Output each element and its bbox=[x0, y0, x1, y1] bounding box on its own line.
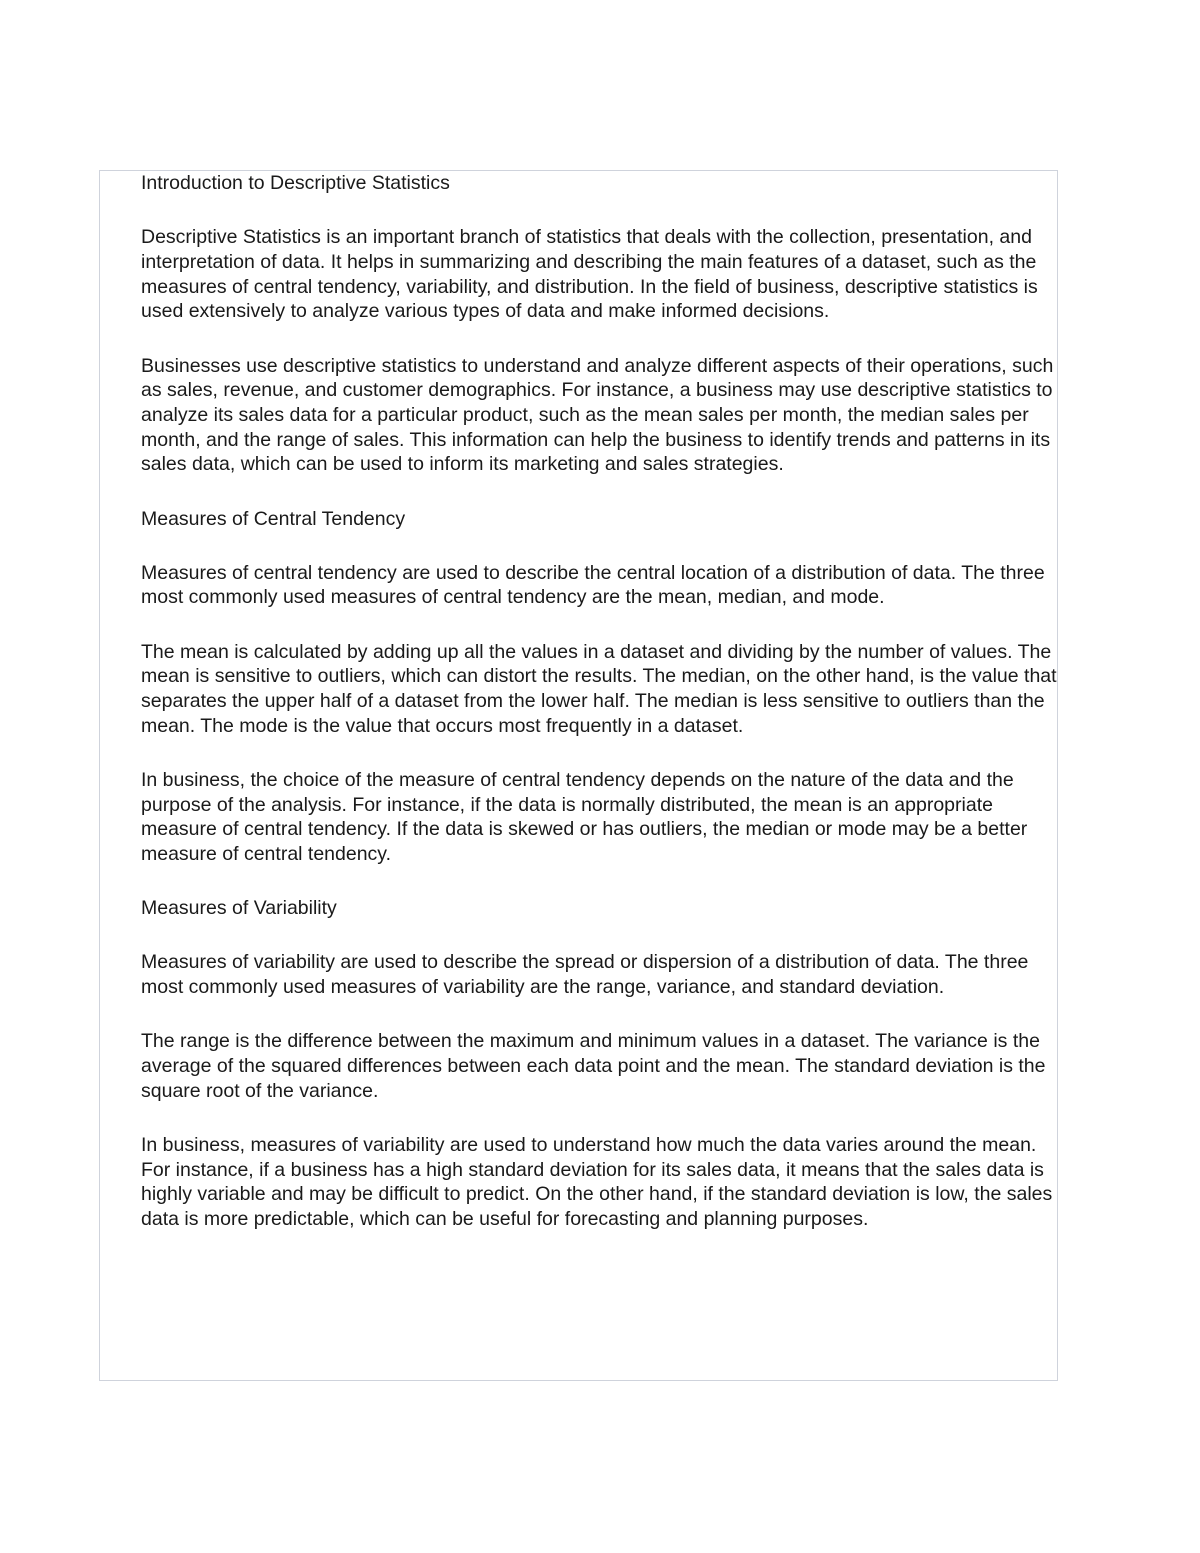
document-body bbox=[141, 171, 1058, 1232]
paragraph-definition: Descriptive Statistics is an important branch of statistics that deals with the collection, presentation, and interpretation of data. It helps in summarizing and describing the main features of a dataset, such as the measures of central tendency, variability, and distribution. In the field of business, descriptive statistics is used extensively to analyze various types of data and make informed decisions. bbox=[141, 226, 1038, 323]
paragraph-central-tendency-intro: Measures of central tendency are used to describe the central location of a distribution of data. The three most commonly used measures of central tendency are the mean, median, and mode. bbox=[141, 561, 1045, 609]
heading-variability: Measures of Variability bbox=[141, 897, 337, 920]
paragraph-range-variance: The range is the difference between the maximum and minimum values in a dataset. The variance is the average of the squared differences between each data point and the mean. The standard deviation is the square root of the variance. bbox=[141, 1030, 1046, 1102]
paragraph-variability-business: In business, measures of variability are used to understand how much the data varies around the mean. For instance, if a business has a high standard deviation for its sales data, it means that the sales data is highly variable and may be difficult to predict. On the other hand, if the standard deviation is low, the sales data is more predictable, which can be useful for forecasting and planning purposes. bbox=[141, 1133, 1053, 1231]
heading-central-tendency: Measures of Central Tendency bbox=[141, 507, 406, 530]
paragraph-central-tendency-business: In business, the choice of the measure of central tendency depends on the nature of the data and the purpose of the analysis. For instance, if the data is normally distributed, the mean is an appropriate measure of central tendency. If the data is skewed or has outliers, the median or mode may be a better measure of central tendency. bbox=[141, 768, 1028, 866]
paragraph-variability-intro: Measures of variability are used to describe the spread or dispersion of a distribution of data. The three most commonly used measures of variability are the range, variance, and standard deviation. bbox=[141, 951, 1029, 999]
paragraph-business-use: Businesses use descriptive statistics to understand and analyze different aspects of their operations, such as sales, revenue, and customer demographics. For instance, a business may use descriptive statistics to analyze its sales data for a particular product, such as the mean sales per month, the median sales per month, and the range of sales. This information can help the business to identify trends and patterns in its sales data, which can be used to inform its marketing and sales strategies. bbox=[141, 354, 1054, 476]
heading-introduction: Introduction to Descriptive Statistics bbox=[141, 172, 450, 194]
paragraph-mean-median-mode: The mean is calculated by adding up all the values in a dataset and dividing by the number of values. The mean is sensitive to outliers, which can distort the results. The median, on the other hand, is the value that separates the upper half of a dataset from the lower half. The median is less sensitive to outliers than the mean. The mode is the value that occurs most frequently in a dataset. bbox=[141, 640, 1057, 737]
